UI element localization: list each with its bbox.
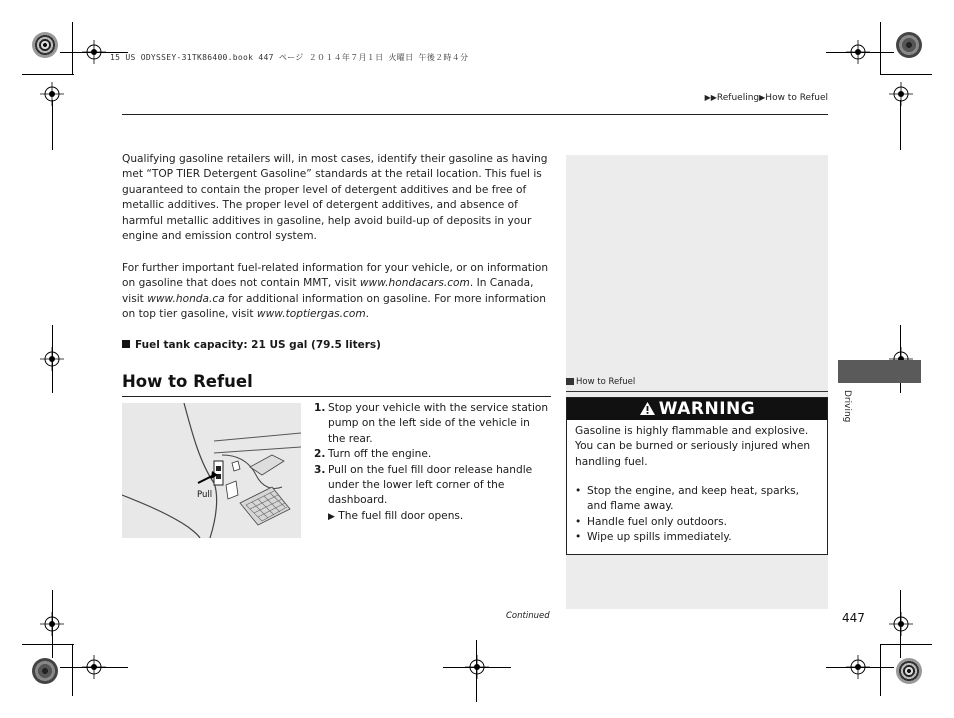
crop-mark [900, 590, 901, 658]
crop-mark [22, 644, 74, 645]
section-divider [122, 396, 551, 397]
warning-intro: Gasoline is highly flammable and explosive. You can be burned or seriously injured when handling fuel. [575, 425, 811, 468]
color-target-icon [896, 658, 922, 684]
list-item: • Stop the engine, and keep heat, sparks, and flame away. [575, 484, 821, 515]
registration-mark-icon [889, 82, 913, 106]
crop-mark [52, 325, 53, 393]
breadcrumb-arrow-icon: ▶ [759, 93, 766, 102]
sidebar-ref-label: How to Refuel [576, 377, 636, 387]
warning-triangle-icon [639, 401, 656, 416]
warning-box [566, 397, 828, 555]
text-run: . In Canada, visit [122, 277, 534, 305]
crop-mark [22, 74, 74, 75]
crop-mark [880, 644, 881, 696]
result-text: The fuel fill door opens. [338, 509, 464, 522]
page-number: 447 [842, 611, 865, 625]
reference-icon [566, 378, 574, 385]
step-text: Turn off the engine. [328, 448, 432, 461]
link-toptiergas[interactable]: www.toptiergas.com [256, 308, 366, 321]
chapter-tab-label: Driving [842, 390, 852, 423]
link-honda-ca[interactable]: www.honda.ca [147, 292, 225, 305]
warning-title: WARNING [658, 399, 756, 419]
header-divider [122, 114, 828, 115]
fuel-capacity-heading [122, 339, 381, 351]
step-result [314, 509, 550, 525]
refuel-steps [314, 401, 550, 525]
list-item: • Handle fuel only outdoors. [575, 515, 821, 530]
step-text: Pull on the fuel fill door release handle under the lower left corner of the dashboard. [328, 463, 533, 507]
crop-mark [52, 590, 53, 658]
crop-mark [60, 667, 128, 668]
result-arrow-icon: ▶ [328, 511, 335, 522]
breadcrumb [705, 93, 828, 103]
step-3 [314, 463, 550, 509]
fuel-door-release-illustration [122, 403, 301, 538]
crop-mark [72, 22, 73, 74]
text-run: . [365, 308, 370, 321]
text-run: For further important fuel-related information for your vehicle, or on information on gasoline that does not contain MMT, visit [122, 262, 549, 290]
color-target-icon [896, 32, 922, 58]
step-2 [314, 447, 550, 462]
print-metadata: 15 US ODYSSEY-31TK86400.book 447 ページ ２０１４年７月１日 火曜日 午後２時４分 [110, 53, 469, 62]
crop-mark [476, 640, 477, 702]
step-number: 3. [314, 463, 326, 476]
fuel-capacity-text: Fuel tank capacity: 21 US gal (79.5 liters) [135, 339, 381, 351]
crop-mark [826, 52, 894, 53]
registration-mark-icon [889, 612, 913, 636]
dashboard-drawing-icon [122, 403, 301, 538]
warning-list [575, 484, 821, 546]
sidebar-reference[interactable] [566, 377, 635, 387]
breadcrumb-section[interactable]: Refueling [716, 93, 760, 103]
list-item: • Wipe up spills immediately. [575, 530, 821, 545]
crop-mark [880, 22, 881, 74]
link-hondacars[interactable]: www.hondacars.com [359, 277, 470, 290]
breadcrumb-arrow-icon: ▶▶ [704, 93, 717, 102]
text-run: for additional information on gasoline. For more information on top tier gasoline, visit [122, 292, 546, 321]
crop-mark [72, 644, 73, 696]
color-target-icon [32, 32, 58, 58]
color-target-icon [32, 658, 58, 684]
continued-label: Continued [506, 611, 550, 621]
crop-mark [880, 644, 932, 645]
crop-mark [826, 667, 894, 668]
pull-label: Pull [197, 490, 213, 500]
step-number: 2. [314, 448, 326, 461]
paragraph-top-tier: Qualifying gasoline retailers will, in most cases, identify their gasoline as having met “TOP TIER Detergent Gasoline” standards at the retail location. This fuel is guaranteed to contain the proper level of detergent additives and be free of metallic additives. The proper level of detergent additives, and absence of harmful metallic additives in gasoline, help avoid build-up of deposits in your engine and emission control system. [122, 153, 548, 243]
paragraph-more-info [122, 261, 552, 323]
breadcrumb-page[interactable]: How to Refuel [765, 93, 828, 103]
crop-mark [52, 100, 53, 150]
warning-header [567, 398, 827, 420]
crop-mark [880, 74, 932, 75]
sidebar-divider [566, 391, 828, 392]
crop-mark [900, 100, 901, 150]
chapter-thumb-tab [838, 360, 921, 383]
step-number: 1. [314, 402, 326, 414]
section-title: How to Refuel [122, 372, 253, 391]
square-bullet-icon [122, 340, 130, 348]
crop-mark [443, 667, 511, 668]
step-1 [314, 401, 550, 447]
step-text: Stop your vehicle with the service station pump on the left side of the vehicle in the rear. [328, 402, 549, 445]
